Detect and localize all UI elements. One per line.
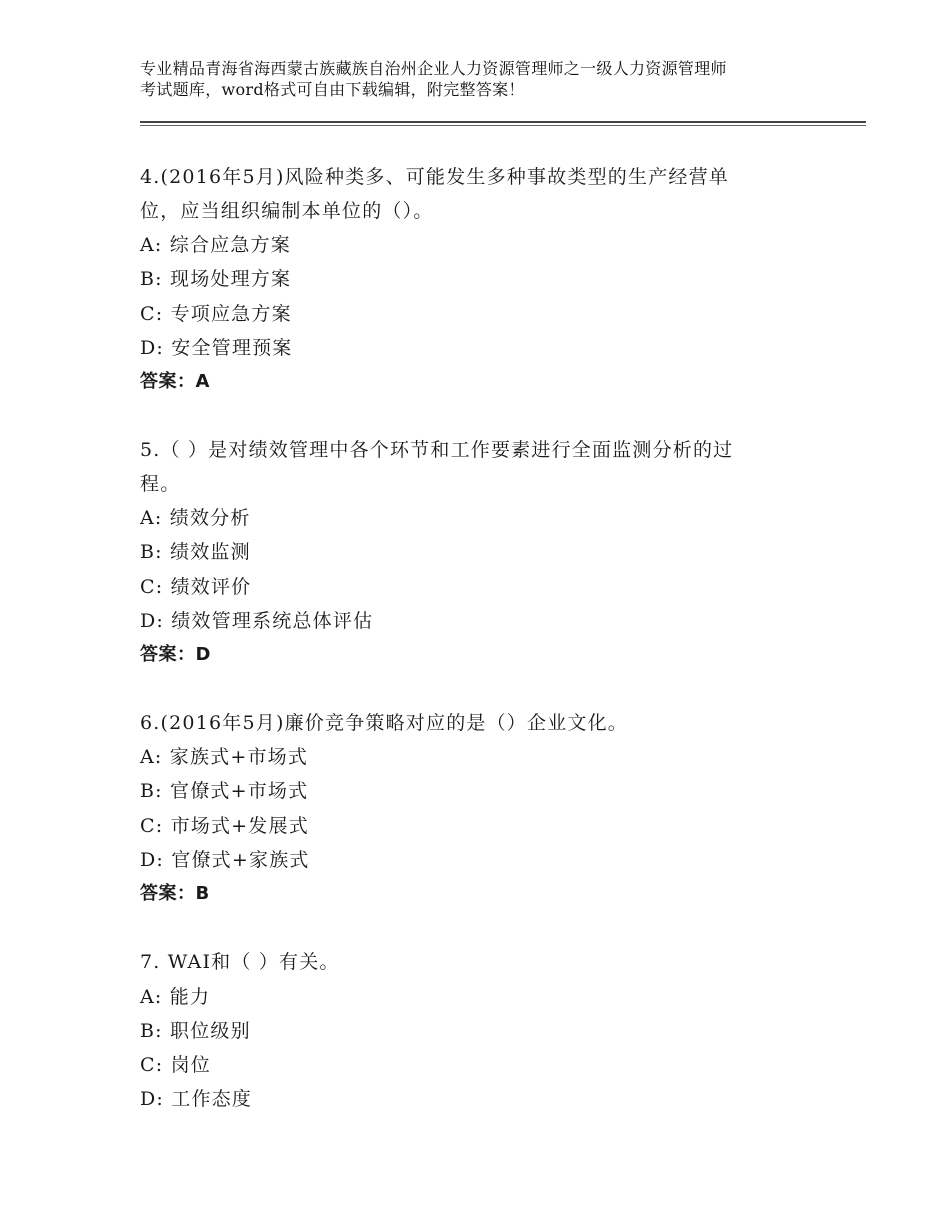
question-4-option-b: B: 现场处理方案 (140, 268, 292, 290)
document-header (140, 58, 840, 100)
question-4-answer: 答案：A (140, 371, 210, 392)
question-4-stem-line-1: 4.(2016年5月)风险种类多、可能发生多种事故类型的生产经营单 (140, 166, 729, 188)
question-4-option-c: C: 专项应急方案 (140, 303, 292, 325)
question-7-option-b: B: 职位级别 (140, 1020, 251, 1042)
question-5-answer: 答案：D (140, 644, 211, 665)
question-5-stem-line-1: 5.（ ）是对绩效管理中各个环节和工作要素进行全面监测分析的过 (140, 439, 734, 461)
question-6-answer: 答案：B (140, 883, 210, 904)
question-5-option-b: B: 绩效监测 (140, 541, 251, 563)
question-6-option-b: B: 官僚式+市场式 (140, 780, 309, 802)
question-4-option-d: D: 安全管理预案 (140, 337, 293, 359)
question-4-option-a: A: 综合应急方案 (140, 234, 291, 256)
question-7-stem-line-1: 7. WAI和（ ）有关。 (140, 951, 340, 973)
question-4-stem-line-2: 位，应当组织编制本单位的（）。 (140, 200, 434, 222)
question-5-option-d: D: 绩效管理系统总体评估 (140, 610, 374, 632)
header-divider-thin (140, 125, 866, 126)
question-6-option-d: D: 官僚式+家族式 (140, 849, 310, 871)
question-7-option-c: C: 岗位 (140, 1054, 211, 1076)
header-line-2: 考试题库，word格式可自由下载编辑，附完整答案！ (140, 80, 525, 99)
question-5-option-a: A: 绩效分析 (140, 507, 251, 529)
question-7-option-a: A: 能力 (140, 986, 211, 1008)
question-6-option-a: A: 家族式+市场式 (140, 746, 309, 768)
question-5-option-c: C: 绩效评价 (140, 576, 252, 598)
question-6-option-c: C: 市场式+发展式 (140, 815, 309, 837)
question-7-option-d: D: 工作态度 (140, 1088, 253, 1110)
header-line-1: 专业精品青海省海西蒙古族藏族自治州企业人力资源管理师之一级人力资源管理师 (140, 59, 727, 78)
header-divider-thick (140, 121, 866, 123)
question-6-stem-line-1: 6.(2016年5月)廉价竞争策略对应的是（）企业文化。 (140, 712, 628, 734)
question-5-stem-line-2: 程。 (140, 473, 181, 495)
